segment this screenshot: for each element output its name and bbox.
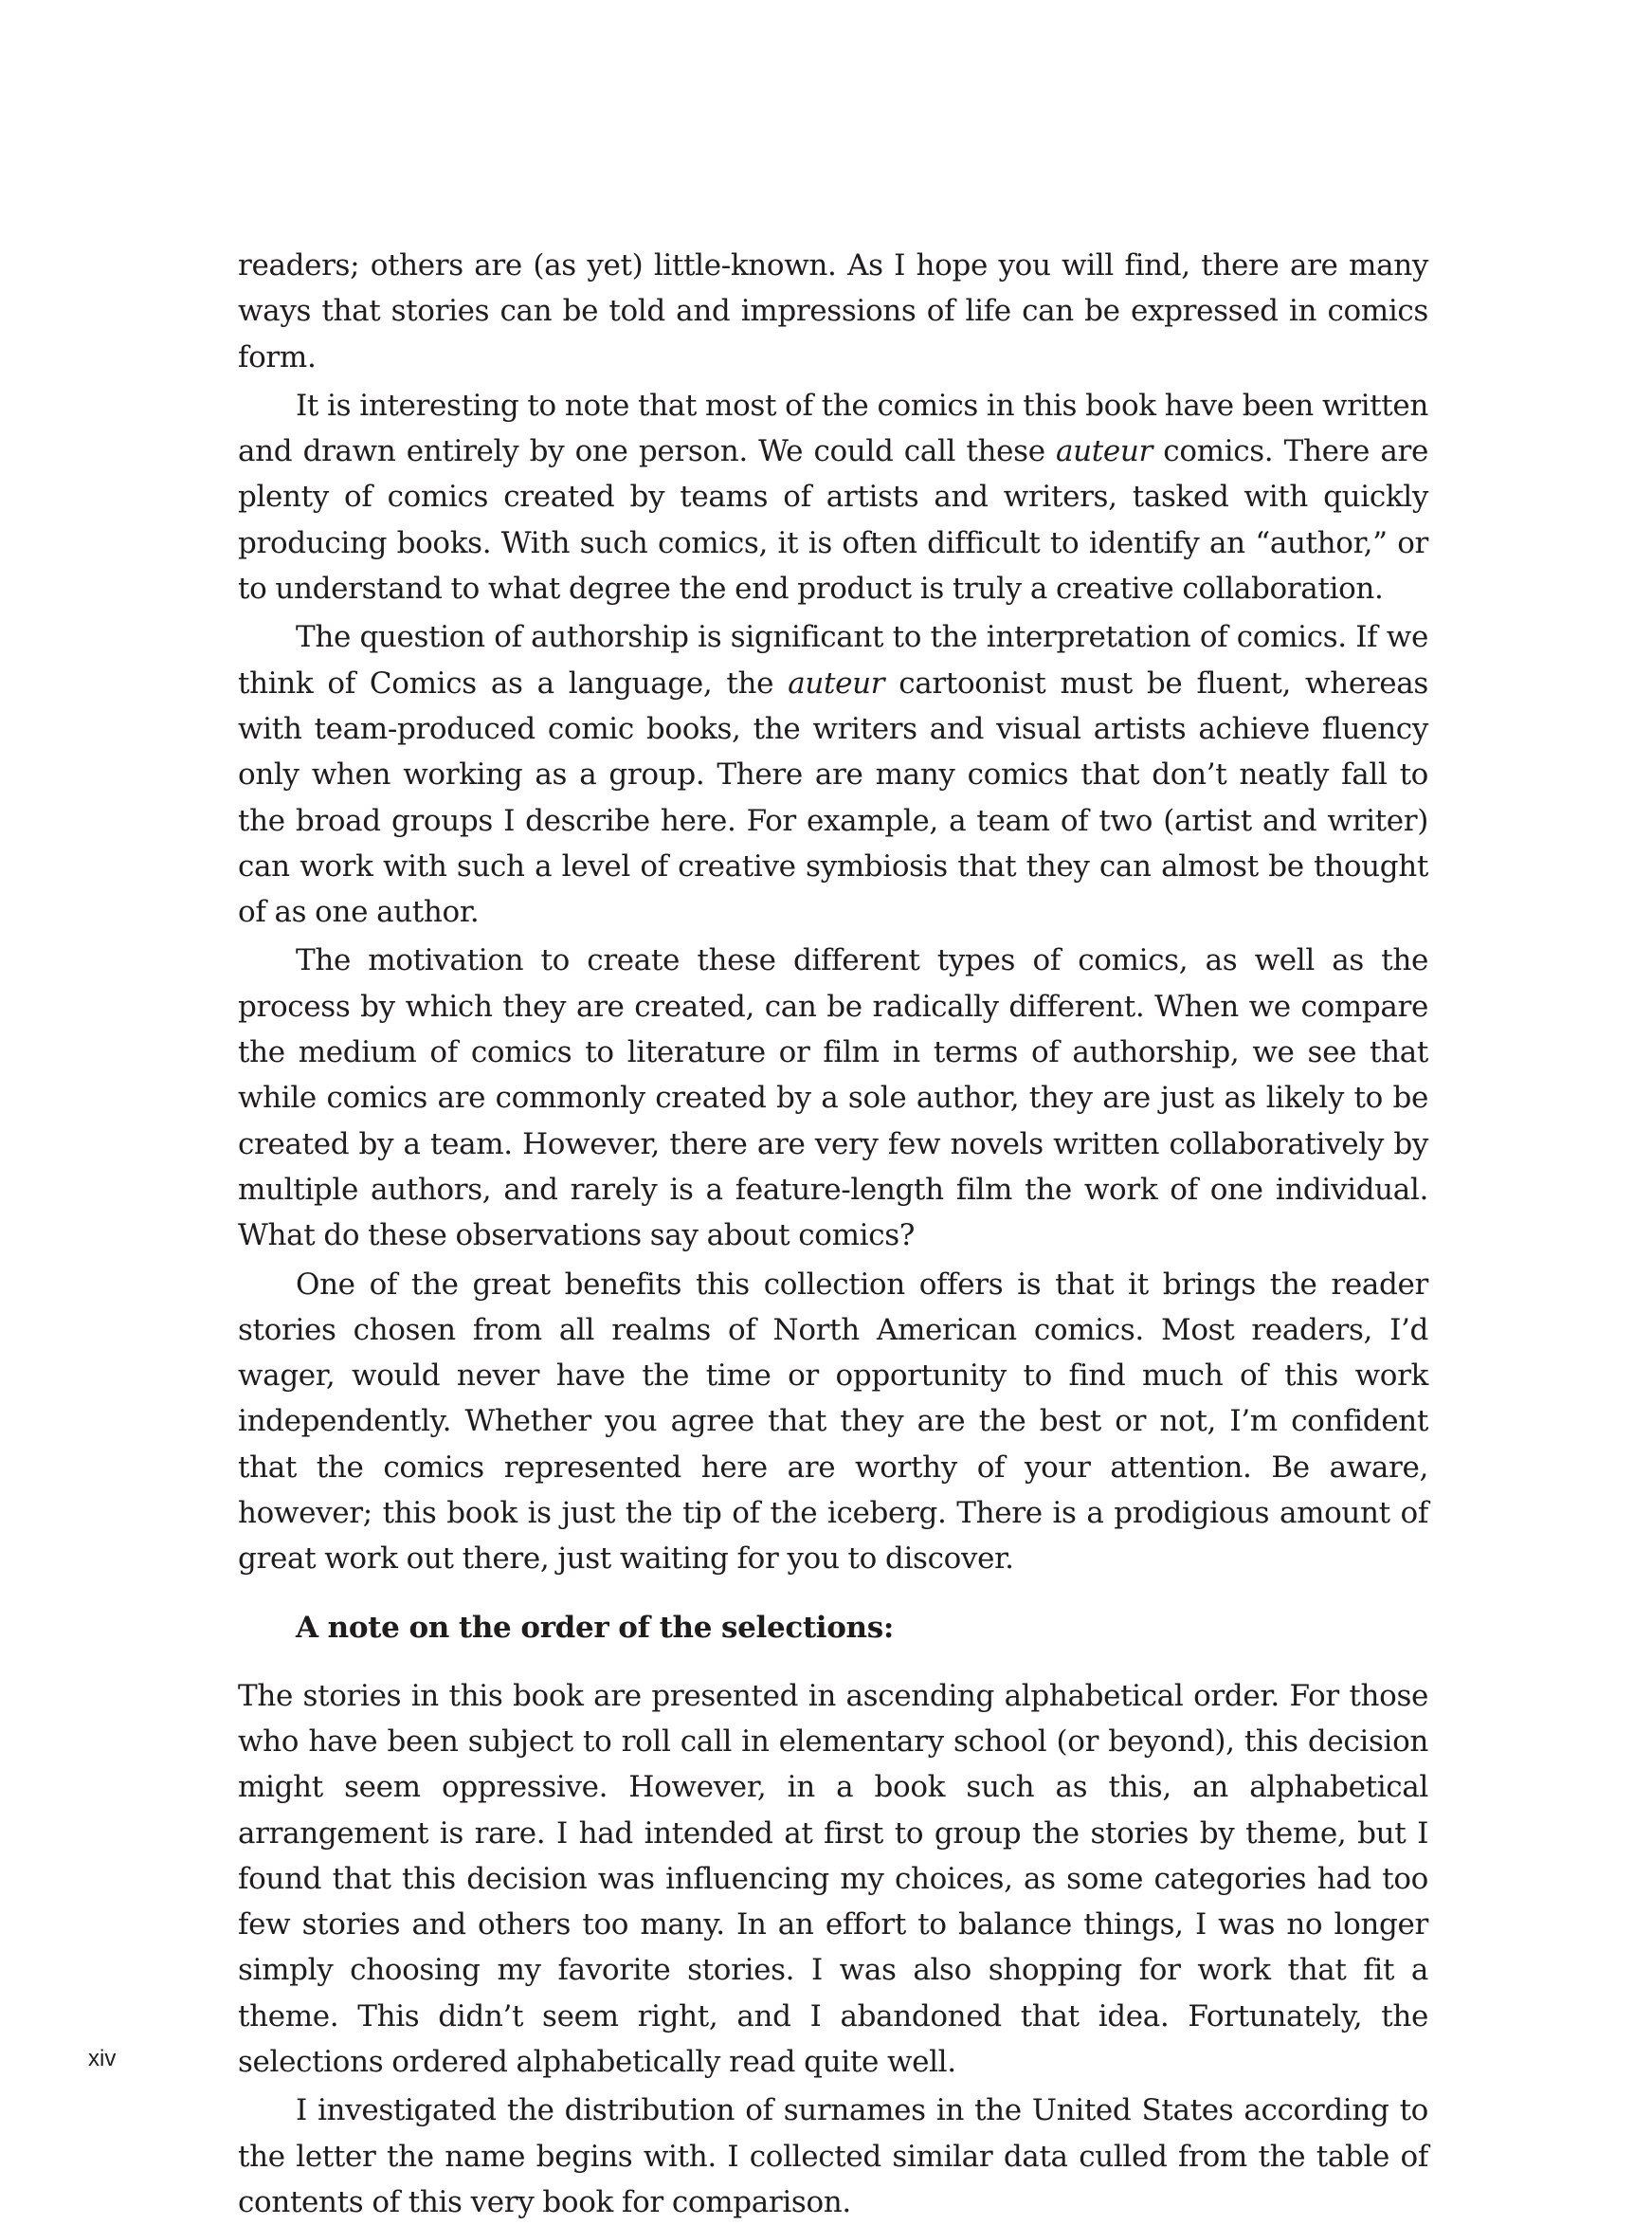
section-heading: A note on the order of the selections: bbox=[296, 1610, 894, 1645]
paragraph-text: cartoonist must be fluent, whereas with team-produced comic books, the writers and visual artists achieve fluency only when working as a group. There are many comics that don’t neatly fall to the broad groups I describe here. For example, a team of two (artist and writer) can work with such a level of creative symbiosis that they can almost be thought of as one author. bbox=[238, 666, 1428, 930]
page-number: xiv bbox=[88, 2046, 117, 2071]
paragraph-text: It is interesting to note that most of the comics in this book have been written and drawn entirely by one person. We could call these bbox=[238, 388, 1428, 469]
paragraph-motivation: The motivation to create these different types of comics, as well as the process by which they are created, can be radically different. When we compare the medium of comics to literature or film in terms of authorship, we see that while comics are commonly created by a sole author, they are just as likely to be created by a team. However, there are very few novels written collaboratively by multiple authors, and rarely is a feature-length film the work of one individual. What do these observations say about comics? bbox=[238, 943, 1428, 1253]
paragraph-readers: readers; others are (as yet) little-known. As I hope you will find, there are many ways that stories can be told and impressions of life can be expressed in comics form. bbox=[238, 248, 1428, 374]
emphasis-auteur: auteur bbox=[788, 666, 885, 701]
paragraph-authorship bbox=[238, 614, 1428, 935]
paragraph-benefits: One of the great benefits this collection offers is that it brings the reader stories chosen from all realms of North American comics. Most readers, I’d wager, would never have the time or opportunity to find much of this work independently. Whether you agree that they are the best or not, I’m confident that the comics represented here are worthy of your attention. Be aware, however; this book is just the tip of the iceberg. There is a prodigious amount of great work out there, just waiting for you to discover. bbox=[238, 1267, 1428, 1577]
paragraph-alphabetical-order: The stories in this book are presented in ascending alphabetical order. For those who have been subject to roll call in elementary school (or beyond), this decision might seem oppressive. However, in a book such as this, an alphabetical arrangement is rare. I had intended at first to group the stories by theme, but I found that this decision was influencing my choices, as some categories had too few stories and others too many. In an effort to balance things, I was no longer simply choosing my favorite stories. I was also shopping for work that fit a theme. This didn’t seem right, and I abandoned that idea. Fortunately, the selections ordered alphabetically read quite well. bbox=[238, 1678, 1428, 2079]
paragraph-auteur-comics bbox=[238, 383, 1428, 611]
paragraph-surnames: I investigated the distribution of surnames in the United States according to the letter the name begins with. I collected similar data culled from the table of contents of this very book for comparison. bbox=[238, 2093, 1428, 2219]
paragraph-text: comics. There are plenty of comics created by teams of artists and writers, tasked with quickly producing books. With such comics, it is often difficult to identify an “author,” or to understand to what degree the end product is truly a creative collaboration. bbox=[238, 434, 1428, 607]
body-text bbox=[238, 243, 1428, 2225]
emphasis-auteur: auteur bbox=[1056, 434, 1153, 469]
paragraph-text: The question of authorship is significant to the interpretation of comics. If we think of Comics as a language, the bbox=[238, 620, 1428, 701]
